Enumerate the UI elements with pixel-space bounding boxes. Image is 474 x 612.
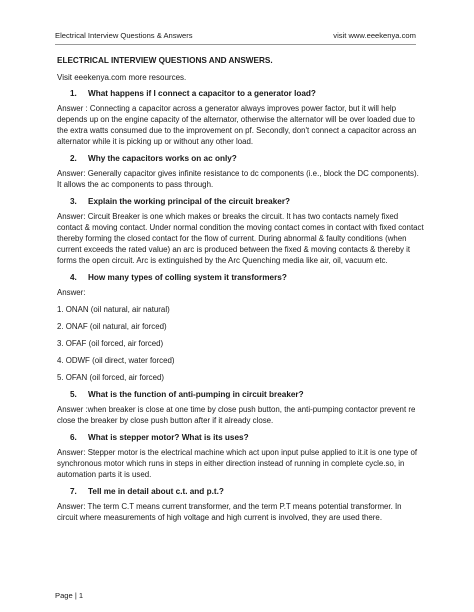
question-number: 7. xyxy=(70,487,77,496)
question-heading xyxy=(57,390,424,399)
question-number: 5. xyxy=(70,390,77,399)
answer-text: Answer: Stepper motor is the electrical machine which act upon input pulse applied to it.it is one type of synchronous motor which runs in steps in either direction instead of running in complete cycle.so, in automation parts it is used. xyxy=(57,448,418,479)
question-text: What happens if I connect a capacitor to a generator load? xyxy=(88,89,316,98)
question-heading xyxy=(57,154,424,163)
question-block-4 xyxy=(57,273,424,382)
answer-text: Answer :when breaker is close at one time by close push button, the anti-pumping contactor prevent re close the breaker by close push button after if it already close. xyxy=(57,405,416,425)
list-item: 4. ODWF (oil direct, water forced) xyxy=(57,356,175,365)
question-text: Tell me in detail about c.t. and p.t.? xyxy=(88,487,224,496)
question-number: 2. xyxy=(70,154,77,163)
answer-text: Answer : Connecting a capacitor across a generator always improves power factor, but it will help depends up on the engine capacity of the alternator, otherwise the alternator will be over loaded due to the extra watts consumed due to the improvement on pf. Secondly, don't connect a capacitor across an alternator while it is picking up or without any other load. xyxy=(57,104,417,146)
header-website: visit www.eeekenya.com xyxy=(333,31,416,40)
question-text: What is the function of anti-pumping in circuit breaker? xyxy=(88,390,304,399)
question-block-2 xyxy=(57,154,424,190)
question-number: 3. xyxy=(70,197,77,206)
question-text: How many types of colling system it transformers? xyxy=(88,273,287,282)
answer-text: Answer: Circuit Breaker is one which makes or breaks the circuit. It has two contacts namely fixed contact & moving contact. Under normal condition the moving contact comes in contact with fixed contact thereby forming the closed contact for the flow of current. During abnormal & faulty conditions (when current exceeds the rated value) an arc is produced between the fixed & moving contacts & thereby it forms the open circuit. Arc is extinguished by the Arc Quenching media like air, oil, vacuum etc. xyxy=(57,212,424,265)
question-block-6 xyxy=(57,433,424,480)
question-block-1 xyxy=(57,89,424,147)
answer-text: Answer: xyxy=(57,288,86,297)
question-number: 6. xyxy=(70,433,77,442)
question-text: Explain the working principal of the circuit breaker? xyxy=(88,197,291,206)
question-heading xyxy=(57,273,424,282)
question-text: Why the capacitors works on ac only? xyxy=(88,154,237,163)
list-item: 5. OFAN (oil forced, air forced) xyxy=(57,373,164,382)
answer-text: Answer: The term C.T means current transformer, and the term P.T means potential transformer. In circuit where measurements of high voltage and high current is involved, they are used there. xyxy=(57,502,402,522)
question-heading xyxy=(57,89,424,98)
page-header xyxy=(55,31,416,45)
answer-text: Answer: Generally capacitor gives infinite resistance to dc components (i.e., block the DC components). It allows the ac components to pass through. xyxy=(57,169,419,189)
list-item: 1. ONAN (oil natural, air natural) xyxy=(57,305,170,314)
question-block-5 xyxy=(57,390,424,426)
document-title: ELECTRICAL INTERVIEW QUESTIONS AND ANSWERS. xyxy=(57,56,273,65)
list-item: 2. ONAF (oil natural, air forced) xyxy=(57,322,167,331)
page-number: Page | 1 xyxy=(55,591,84,600)
question-number: 1. xyxy=(70,89,77,98)
question-number: 4. xyxy=(70,273,77,282)
intro-text: Visit eeekenya.com more resources. xyxy=(57,73,187,82)
document-body xyxy=(57,56,424,530)
question-block-3 xyxy=(57,197,424,266)
header-title: Electrical Interview Questions & Answers xyxy=(55,31,193,40)
list-item: 3. OFAF (oil forced, air forced) xyxy=(57,339,164,348)
question-heading xyxy=(57,487,424,496)
question-text: What is stepper motor? What is its uses? xyxy=(88,433,249,442)
question-heading xyxy=(57,197,424,206)
question-heading xyxy=(57,433,424,442)
question-block-7 xyxy=(57,487,424,523)
